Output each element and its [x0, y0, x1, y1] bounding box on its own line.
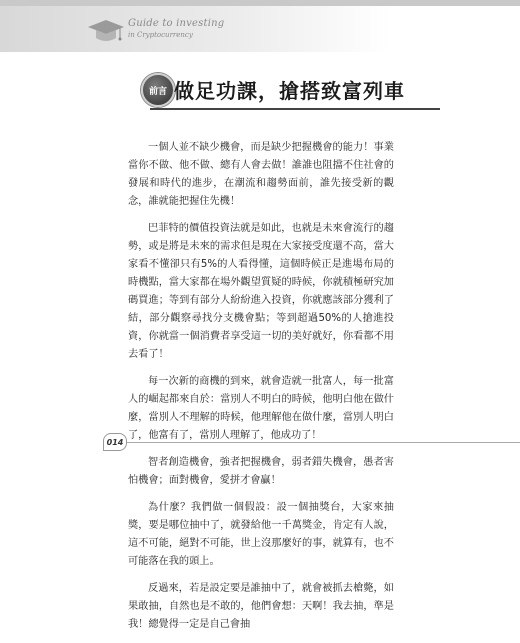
paragraph: 每一次新的商機的到來，就會造就一批富人，每一批富人的崛起都來自於：當別人不明白的時候，他明白他在做什麼，當別人不理解的時候，他理解他在做什麼，當別人明白了，他富有了，當別人理解了，他成功了！: [128, 376, 394, 441]
body-text: [128, 139, 394, 643]
header-band: [0, 6, 520, 52]
page-title: 做足功課，搶搭致富列車: [174, 79, 405, 103]
paragraph: 巴菲特的價值投資法就是如此，也就是未來會流行的趨勢，或是將是未來的需求但是現在大家接受度還不高，當大家看不懂卻只有5%的人看得懂，這個時候正是進場布局的時機點，當大家都在場外觀望質疑的時候，你就積極研究加碼買進；等到有部分人紛紛進入投資，你就應該部分獲利了結，部分觀察尋找分支機會點；等到超過50%的人搶進投資，你就當一個消費者享受這一切的美好就好，你看都不用去看了！: [128, 223, 394, 360]
paragraph: 為什麼？我們做一個假設：設一個抽獎台，大家來抽獎，要是哪位抽中了，就發給他一千萬獎金，肯定有人說，這不可能，絕對不可能，世上沒那麼好的事，就算有，也不可能落在我的頭上。: [128, 502, 394, 567]
graduation-cap-icon: [86, 16, 126, 46]
series-title: Guide to investing: [128, 18, 225, 29]
chapter-badge: 前言: [141, 73, 175, 107]
paragraph: 智者創造機會，強者把握機會，弱者錯失機會，愚者害怕機會；面對機會，愛拼才會贏！: [128, 457, 394, 486]
page-number: 014: [103, 433, 127, 451]
footer-rule: [123, 442, 520, 443]
paragraph: 一個人並不缺少機會，而是缺少把握機會的能力！事業當你不做、他不做、總有人會去做！誰誰也阻擋不住社會的發展和時代的進步，在潮流和趨勢面前，誰先接受新的觀念，誰就能把握住先機！: [128, 142, 394, 207]
series-subtitle: in Cryptocurrency: [128, 31, 193, 39]
paragraph: 反過來，若是設定要是誰抽中了，就會被抓去槍斃，如果敢抽，自然也是不敢的，他們會想：天啊！我去抽，準是我！總覺得一定是自己會抽: [128, 583, 394, 630]
title-underline: [150, 108, 440, 110]
